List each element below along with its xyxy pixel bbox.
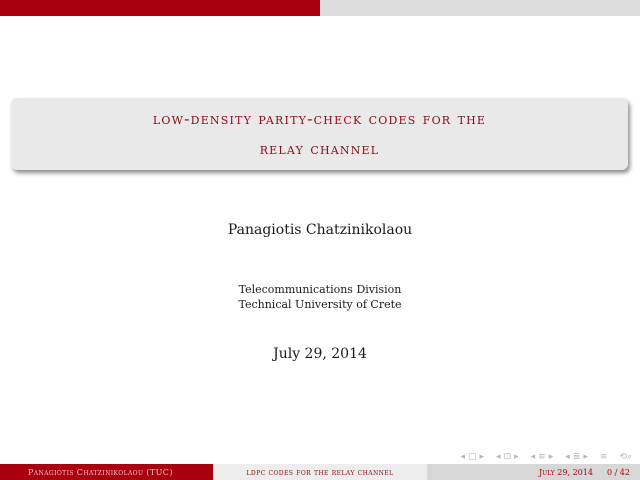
frame-prev-icon[interactable]: ◂ [460,452,465,462]
presentation-date: July 29, 2014 [273,346,367,362]
institute [0,282,640,312]
top-bar-gray [320,0,640,16]
sub-next-icon[interactable]: ▸ [583,452,588,462]
sub-icon[interactable]: ≣ [572,452,581,462]
footer-author: Panagiotis Chatzinikolaou (TUC) [0,464,213,480]
top-progress-bar [0,0,640,16]
section-prev-icon[interactable]: ◂ [530,452,536,462]
frame-icon[interactable]: □ [467,452,477,462]
top-bar-accent [0,0,320,16]
footer-bar [0,464,640,480]
subsection-prev-icon[interactable]: ◂ [496,452,501,462]
footer-title: ldpc codes for the relay channel [213,464,427,480]
footer-date: July 29, 2014 [538,467,593,477]
subsection-next-icon[interactable]: ▸ [514,452,519,462]
institute-division: Telecommunications Division [238,283,402,296]
sub-prev-icon[interactable]: ◂ [565,452,570,462]
footer-page-number: 0 / 42 [606,467,630,477]
title-block [11,98,628,170]
footer-right [427,464,640,480]
section-next-icon[interactable]: ▸ [548,452,554,462]
title-line-2: relay channel [259,139,380,158]
author-name: Panagiotis Chatzinikolaou [227,222,413,238]
institute-university: Technical University of Crete [238,298,402,311]
search-back-icon[interactable]: ⟲⌕ [619,452,632,462]
document-icon[interactable]: ≡ [599,452,608,462]
section-icon[interactable]: ≡ [538,452,546,462]
subsection-icon[interactable]: ⊡ [503,452,512,462]
frame-next-icon[interactable]: ▸ [479,452,485,462]
title-line-1: low-density parity-check codes for the [152,109,487,128]
beamer-navigation [460,450,632,464]
